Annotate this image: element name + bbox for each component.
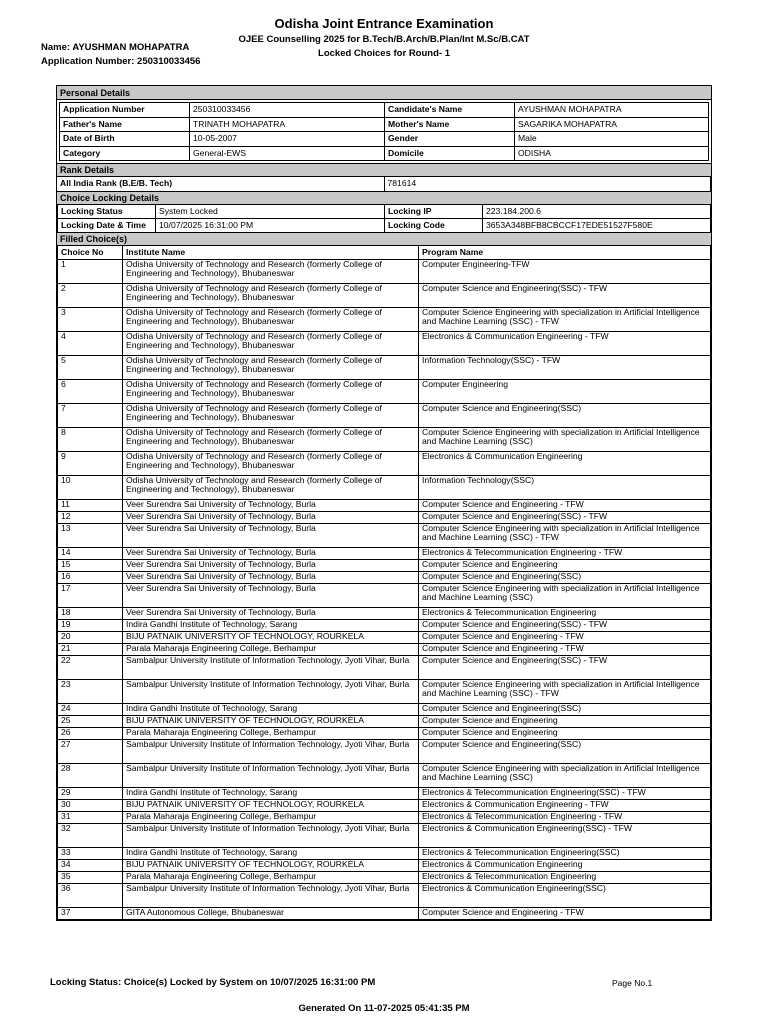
candidate-name-line: Name: AYUSHMAN MOHAPATRA (41, 42, 190, 53)
program-name: Electronics & Telecommunication Engineering - TFW (419, 547, 711, 559)
institute-name: Sambalpur University Institute of Information Technology, Jyoti Vihar, Burla (123, 679, 419, 703)
field-value: 10-05-2007 (190, 132, 385, 147)
institute-name: Odisha University of Technology and Research (formerly College of Engineering and Technology), Bhubaneswar (123, 259, 419, 283)
personal-row (60, 132, 709, 147)
program-name: Electronics & Communication Engineering (419, 451, 711, 475)
round-label: Locked Choices for Round- 1 (318, 48, 450, 59)
program-name: Electronics & Telecommunication Engineering - TFW (419, 811, 711, 823)
choice-number: 34 (58, 859, 123, 871)
program-name: Computer Science and Engineering (419, 727, 711, 739)
institute-name: GITA Autonomous College, Bhubaneswar (123, 907, 419, 919)
choice-number: 6 (58, 379, 123, 403)
choice-row (58, 259, 711, 283)
choice-locking-heading: Choice Locking Details (57, 192, 711, 205)
program-name: Computer Science and Engineering (419, 559, 711, 571)
program-name: Electronics & Communication Engineering(SSC) (419, 883, 711, 907)
choice-row (58, 547, 711, 559)
field-label: Category (60, 146, 190, 161)
institute-name: Veer Surendra Sai University of Technology, Burla (123, 559, 419, 571)
institute-name: Sambalpur University Institute of Information Technology, Jyoti Vihar, Burla (123, 739, 419, 763)
choice-number: 7 (58, 403, 123, 427)
choice-row (58, 379, 711, 403)
choice-number: 33 (58, 847, 123, 859)
choice-number: 15 (58, 559, 123, 571)
choice-locking-table (57, 205, 711, 234)
choice-row (58, 859, 711, 871)
choice-row (58, 907, 711, 919)
locking-value: 10/07/2025 16:31:00 PM (156, 219, 385, 233)
choice-row (58, 847, 711, 859)
choice-number: 16 (58, 571, 123, 583)
institute-name: Indira Gandhi Institute of Technology, Sarang (123, 787, 419, 799)
rank-row (57, 177, 711, 191)
personal-details-wrapper (57, 100, 711, 164)
program-name: Computer Science and Engineering(SSC) - TFW (419, 619, 711, 631)
program-name: Computer Science and Engineering(SSC) (419, 571, 711, 583)
program-name: Computer Science and Engineering(SSC) (419, 703, 711, 715)
choice-row (58, 403, 711, 427)
institute-name: Indira Gandhi Institute of Technology, Sarang (123, 847, 419, 859)
choice-row (58, 583, 711, 607)
choice-number: 11 (58, 499, 123, 511)
choice-number: 29 (58, 787, 123, 799)
choice-row (58, 559, 711, 571)
choice-number: 27 (58, 739, 123, 763)
institute-name: Odisha University of Technology and Research (formerly College of Engineering and Technology), Bhubaneswar (123, 379, 419, 403)
rank-details-heading: Rank Details (57, 164, 711, 177)
choice-number: 20 (58, 631, 123, 643)
choice-row (58, 727, 711, 739)
personal-details-heading: Personal Details (57, 86, 711, 100)
choice-row (58, 511, 711, 523)
choice-row (58, 787, 711, 799)
institute-name: Odisha University of Technology and Research (formerly College of Engineering and Technology), Bhubaneswar (123, 475, 419, 499)
institute-name-header: Institute Name (123, 246, 419, 259)
institute-name: Veer Surendra Sai University of Technology, Burla (123, 571, 419, 583)
choice-number: 32 (58, 823, 123, 847)
choice-number: 37 (58, 907, 123, 919)
filled-choices-heading: Filled Choice(s) (57, 233, 711, 246)
choice-number: 36 (58, 883, 123, 907)
program-name: Computer Science and Engineering - TFW (419, 643, 711, 655)
personal-row (60, 103, 709, 118)
institute-name: Indira Gandhi Institute of Technology, Sarang (123, 619, 419, 631)
choice-row (58, 499, 711, 511)
choice-row (58, 331, 711, 355)
institute-name: Veer Surendra Sai University of Technology, Burla (123, 607, 419, 619)
locked-choices-sheet (56, 85, 712, 921)
program-name: Electronics & Communication Engineering(SSC) - TFW (419, 823, 711, 847)
choice-number: 35 (58, 871, 123, 883)
program-name: Electronics & Communication Engineering - TFW (419, 331, 711, 355)
field-value: TRINATH MOHAPATRA (190, 117, 385, 132)
choice-row (58, 643, 711, 655)
program-name: Computer Science and Engineering(SSC) (419, 403, 711, 427)
institute-name: BIJU PATNAIK UNIVERSITY OF TECHNOLOGY, ROURKELA (123, 631, 419, 643)
locking-value: 3653A348BFB8CBCCF17EDE51527F580E (483, 219, 711, 233)
choice-number: 13 (58, 523, 123, 547)
program-name: Computer Engineering (419, 379, 711, 403)
institute-name: Sambalpur University Institute of Information Technology, Jyoti Vihar, Burla (123, 883, 419, 907)
locking-label: Locking Status (58, 205, 156, 219)
rank-value: 781614 (384, 177, 711, 191)
choice-number: 4 (58, 331, 123, 355)
choice-row (58, 451, 711, 475)
choice-row (58, 763, 711, 787)
choice-row (58, 283, 711, 307)
field-label: Candidate's Name (385, 103, 515, 118)
institute-name: Odisha University of Technology and Research (formerly College of Engineering and Technology), Bhubaneswar (123, 307, 419, 331)
institute-name: BIJU PATNAIK UNIVERSITY OF TECHNOLOGY, ROURKELA (123, 715, 419, 727)
field-value: General-EWS (190, 146, 385, 161)
locking-value: System Locked (156, 205, 385, 219)
institute-name: Parala Maharaja Engineering College, Berhampur (123, 727, 419, 739)
personal-details-table (59, 102, 709, 161)
program-name: Computer Science and Engineering(SSC) (419, 739, 711, 763)
choice-no-header: Choice No (58, 246, 123, 259)
institute-name: Veer Surendra Sai University of Technology, Burla (123, 499, 419, 511)
choice-row (58, 475, 711, 499)
choice-number: 30 (58, 799, 123, 811)
choices-header-row (58, 246, 711, 259)
institute-name: Sambalpur University Institute of Information Technology, Jyoti Vihar, Burla (123, 655, 419, 679)
program-name: Computer Science and Engineering(SSC) - TFW (419, 283, 711, 307)
program-name: Information Technology(SSC) - TFW (419, 355, 711, 379)
choice-number: 21 (58, 643, 123, 655)
locking-row (58, 205, 711, 219)
choice-number: 26 (58, 727, 123, 739)
choice-row (58, 823, 711, 847)
choice-number: 2 (58, 283, 123, 307)
choice-row (58, 427, 711, 451)
program-name: Electronics & Telecommunication Engineering(SSC) - TFW (419, 787, 711, 799)
institute-name: Parala Maharaja Engineering College, Berhampur (123, 871, 419, 883)
institute-name: Veer Surendra Sai University of Technology, Burla (123, 523, 419, 547)
personal-row (60, 117, 709, 132)
choice-number: 31 (58, 811, 123, 823)
program-name: Computer Science Engineering with specialization in Artificial Intelligence and Machine Learning (SSC) (419, 583, 711, 607)
program-name: Electronics & Communication Engineering (419, 859, 711, 871)
program-name: Computer Science and Engineering - TFW (419, 907, 711, 919)
choice-row (58, 871, 711, 883)
choice-row (58, 703, 711, 715)
program-name: Electronics & Telecommunication Engineering(SSC) (419, 847, 711, 859)
institute-name: Odisha University of Technology and Research (formerly College of Engineering and Technology), Bhubaneswar (123, 451, 419, 475)
field-value: ODISHA (515, 146, 709, 161)
field-label: Domicile (385, 146, 515, 161)
page-number: Page No.1 (612, 978, 653, 988)
institute-name: Parala Maharaja Engineering College, Berhampur (123, 811, 419, 823)
program-name: Electronics & Telecommunication Engineering (419, 607, 711, 619)
program-name: Information Technology(SSC) (419, 475, 711, 499)
institute-name: Odisha University of Technology and Research (formerly College of Engineering and Technology), Bhubaneswar (123, 355, 419, 379)
choice-number: 9 (58, 451, 123, 475)
locking-label: Locking Date & Time (58, 219, 156, 233)
program-name: Computer Science Engineering with specialization in Artificial Intelligence and Machine Learning (SSC) (419, 763, 711, 787)
generated-on: Generated On 11-07-2025 05:41:35 PM (298, 1003, 470, 1014)
filled-choices-table (57, 246, 711, 920)
program-name: Computer Science and Engineering (419, 715, 711, 727)
program-name-header: Program Name (419, 246, 711, 259)
choice-number: 23 (58, 679, 123, 703)
choice-number: 18 (58, 607, 123, 619)
choice-row (58, 799, 711, 811)
choice-number: 28 (58, 763, 123, 787)
choice-number: 3 (58, 307, 123, 331)
institute-name: Veer Surendra Sai University of Technology, Burla (123, 511, 419, 523)
locking-value: 223.184.200.6 (483, 205, 711, 219)
choice-number: 24 (58, 703, 123, 715)
institute-name: Indira Gandhi Institute of Technology, Sarang (123, 703, 419, 715)
program-name: Computer Engineering-TFW (419, 259, 711, 283)
choice-row (58, 307, 711, 331)
choice-row (58, 679, 711, 703)
choice-row (58, 811, 711, 823)
field-label: Date of Birth (60, 132, 190, 147)
program-name: Electronics & Telecommunication Engineering (419, 871, 711, 883)
personal-row (60, 146, 709, 161)
program-name: Computer Science and Engineering - TFW (419, 499, 711, 511)
rank-label: All India Rank (B.E/B. Tech) (57, 177, 384, 191)
program-name: Computer Science Engineering with specialization in Artificial Intelligence and Machine Learning (SSC) - TFW (419, 523, 711, 547)
institute-name: Odisha University of Technology and Research (formerly College of Engineering and Technology), Bhubaneswar (123, 403, 419, 427)
choice-number: 10 (58, 475, 123, 499)
institute-name: Veer Surendra Sai University of Technology, Burla (123, 547, 419, 559)
program-name: Computer Science and Engineering - TFW (419, 631, 711, 643)
choice-number: 25 (58, 715, 123, 727)
choice-row (58, 655, 711, 679)
institute-name: Odisha University of Technology and Research (formerly College of Engineering and Technology), Bhubaneswar (123, 283, 419, 307)
locking-label: Locking Code (385, 219, 483, 233)
choice-row (58, 631, 711, 643)
choice-number: 8 (58, 427, 123, 451)
field-label: Father's Name (60, 117, 190, 132)
counselling-subtitle: OJEE Counselling 2025 for B.Tech/B.Arch/B.Plan/Int M.Sc/B.CAT (238, 34, 530, 45)
choice-number: 1 (58, 259, 123, 283)
institute-name: Sambalpur University Institute of Information Technology, Jyoti Vihar, Burla (123, 763, 419, 787)
program-name: Computer Science and Engineering(SSC) - TFW (419, 655, 711, 679)
program-name: Computer Science Engineering with specialization in Artificial Intelligence and Machine Learning (SSC) (419, 427, 711, 451)
locking-status-footer: Locking Status: Choice(s) Locked by System on 10/07/2025 16:31:00 PM (50, 977, 376, 988)
choice-row (58, 739, 711, 763)
choice-number: 12 (58, 511, 123, 523)
locking-row (58, 219, 711, 233)
field-label: Mother's Name (385, 117, 515, 132)
page-title: Odisha Joint Entrance Examination (274, 16, 494, 31)
institute-name: Sambalpur University Institute of Information Technology, Jyoti Vihar, Burla (123, 823, 419, 847)
institute-name: BIJU PATNAIK UNIVERSITY OF TECHNOLOGY, ROURKELA (123, 859, 419, 871)
choice-row (58, 571, 711, 583)
field-label: Gender (385, 132, 515, 147)
program-name: Electronics & Communication Engineering - TFW (419, 799, 711, 811)
institute-name: Odisha University of Technology and Research (formerly College of Engineering and Technology), Bhubaneswar (123, 331, 419, 355)
institute-name: Veer Surendra Sai University of Technology, Burla (123, 583, 419, 607)
choice-row (58, 607, 711, 619)
choice-number: 5 (58, 355, 123, 379)
choice-row (58, 355, 711, 379)
field-value: AYUSHMAN MOHAPATRA (515, 103, 709, 118)
field-value: Male (515, 132, 709, 147)
choice-number: 17 (58, 583, 123, 607)
institute-name: Odisha University of Technology and Research (formerly College of Engineering and Technology), Bhubaneswar (123, 427, 419, 451)
institute-name: BIJU PATNAIK UNIVERSITY OF TECHNOLOGY, ROURKELA (123, 799, 419, 811)
field-value: 250310033456 (190, 103, 385, 118)
choice-number: 19 (58, 619, 123, 631)
application-number-line: Application Number: 250310033456 (41, 56, 201, 67)
locking-label: Locking IP (385, 205, 483, 219)
field-label: Application Number (60, 103, 190, 118)
choice-row (58, 619, 711, 631)
field-value: SAGARIKA MOHAPATRA (515, 117, 709, 132)
program-name: Computer Science Engineering with specialization in Artificial Intelligence and Machine Learning (SSC) - TFW (419, 679, 711, 703)
program-name: Computer Science and Engineering(SSC) - TFW (419, 511, 711, 523)
choice-number: 14 (58, 547, 123, 559)
choice-row (58, 883, 711, 907)
choice-number: 22 (58, 655, 123, 679)
choice-row (58, 715, 711, 727)
program-name: Computer Science Engineering with specialization in Artificial Intelligence and Machine Learning (SSC) - TFW (419, 307, 711, 331)
rank-details-table (57, 177, 711, 192)
institute-name: Parala Maharaja Engineering College, Berhampur (123, 643, 419, 655)
choice-row (58, 523, 711, 547)
